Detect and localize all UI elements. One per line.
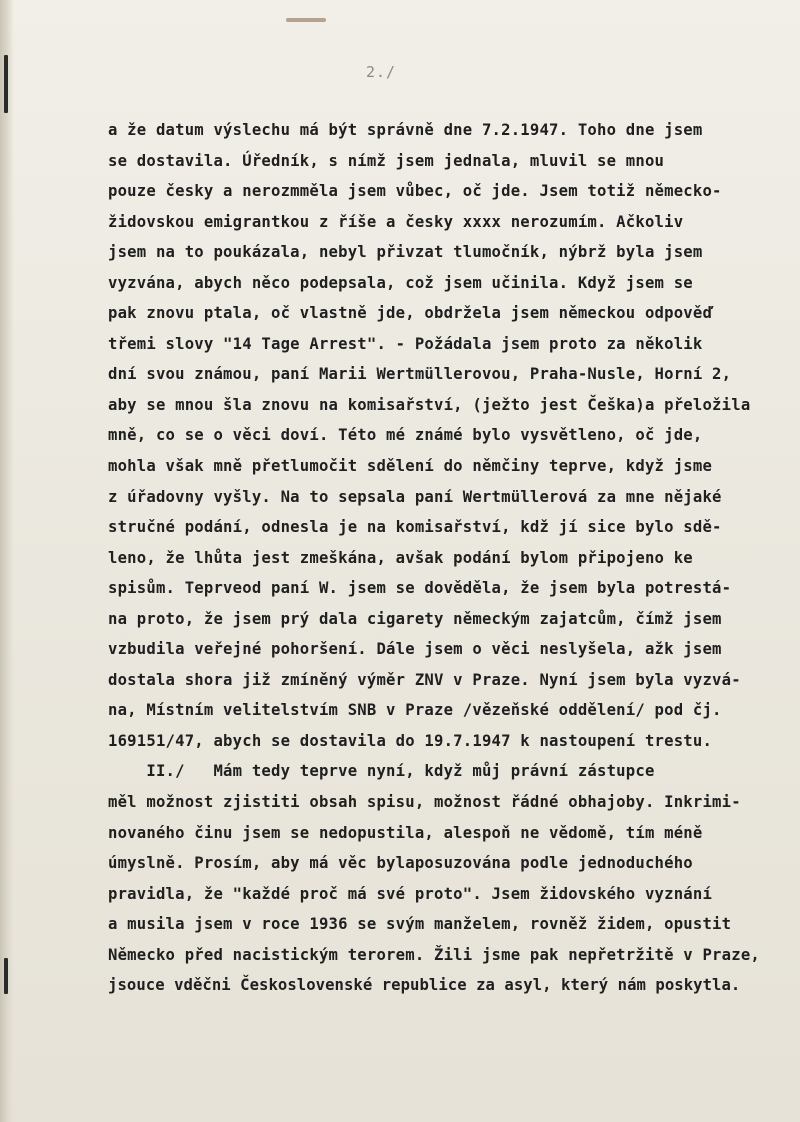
text-line: Německo před nacistickým terorem. Žili jsme pak nepřetržitě v Praze, (108, 945, 760, 964)
paper-smudge (286, 18, 326, 22)
text-line: měl možnost zjistiti obsah spisu, možnost řádné obhajoby. Inkrimi- (108, 793, 741, 812)
text-line: vyzvána, abych něco podepsala, což jsem učinila. Když jsem se (108, 273, 693, 292)
staple-mark-top (4, 55, 8, 113)
text-line: na proto, že jsem prý dala cigarety německým zajatcům, čímž jsem (108, 609, 722, 628)
text-line: dostala shora již zmíněný výměr ZNV v Praze. Nyní jsem byla vyzvá- (108, 670, 741, 689)
text-line: na, Místním velitelstvím SNB v Praze /vězeňské oddělení/ pod čj. (108, 701, 722, 720)
text-line: spisům. Teprveod paní W. jsem se dověděla, že jsem byla potrestá- (108, 579, 732, 598)
text-line: jsem na to poukázala, nebyl přivzat tlumočník, nýbrž byla jsem (108, 243, 703, 262)
text-line: vzbudila veřejné pohoršení. Dále jsem o věci neslyšela, ažk jsem (108, 640, 722, 659)
text-line: aby se mnou šla znovu na komisařství, (ježto jest Češka)a přeložila (108, 395, 751, 414)
text-line: třemi slovy "14 Tage Arrest". - Požádala jsem proto za několik (108, 334, 703, 353)
text-line: jsouce vděčni Československé republice za asyl, který nám poskytla. (108, 976, 741, 995)
staple-mark-bottom (4, 958, 8, 994)
typewritten-text (108, 115, 778, 1001)
text-line: novaného činu jsem se nedopustila, alespoň ne vědomě, tím méně (108, 823, 703, 842)
text-line: a musila jsem v roce 1936 se svým manželem, rovněž židem, opustit (108, 915, 732, 934)
text-line: 169151/47, abych se dostavila do 19.7.1947 k nastoupení trestu. (108, 731, 713, 750)
text-line: z úřadovny vyšly. Na to sepsala paní Wertmüllerová za mne nějaké (108, 487, 722, 506)
text-line: pak znovu ptala, oč vlastně jde, obdržela jsem německou odpověď (108, 304, 713, 323)
text-line: mně, co se o věci doví. Této mé známé bylo vysvětleno, oč jde, (108, 426, 703, 445)
text-line: a že datum výslechu má být správně dne 7.2.1947. Toho dne jsem (108, 121, 703, 139)
text-line: se dostavila. Úředník, s nímž jsem jednala, mluvil se mnou (108, 151, 665, 170)
page-left-edge (0, 0, 14, 1122)
text-line: dní svou známou, paní Marii Wertmüllerovou, Praha-Nusle, Horní 2, (108, 365, 732, 384)
text-line: leno, že lhůta jest zmeškána, avšak podání bylom připojeno ke (108, 548, 693, 567)
text-line: úmyslně. Prosím, aby má věc bylaposuzována podle jednoduchého (108, 854, 693, 873)
text-line: pravidla, že "každé proč má své proto". Jsem židovského vyznání (108, 884, 713, 903)
text-line: pouze česky a nerozmměla jsem vůbec, oč jde. Jsem totiž německo- (108, 182, 722, 201)
text-line: II./ Mám tedy teprve nyní, když můj právní zástupce (108, 762, 655, 781)
page-number: 2./ (366, 63, 397, 81)
text-line: stručné podání, odnesla je na komisařství, kdž jí sice bylo sdě- (108, 518, 722, 537)
text-line: mohla však mně přetlumočit sdělení do němčiny teprve, když jsme (108, 457, 713, 476)
text-line: židovskou emigrantkou z říše a česky xxxx nerozumím. Ačkoliv (108, 212, 684, 231)
